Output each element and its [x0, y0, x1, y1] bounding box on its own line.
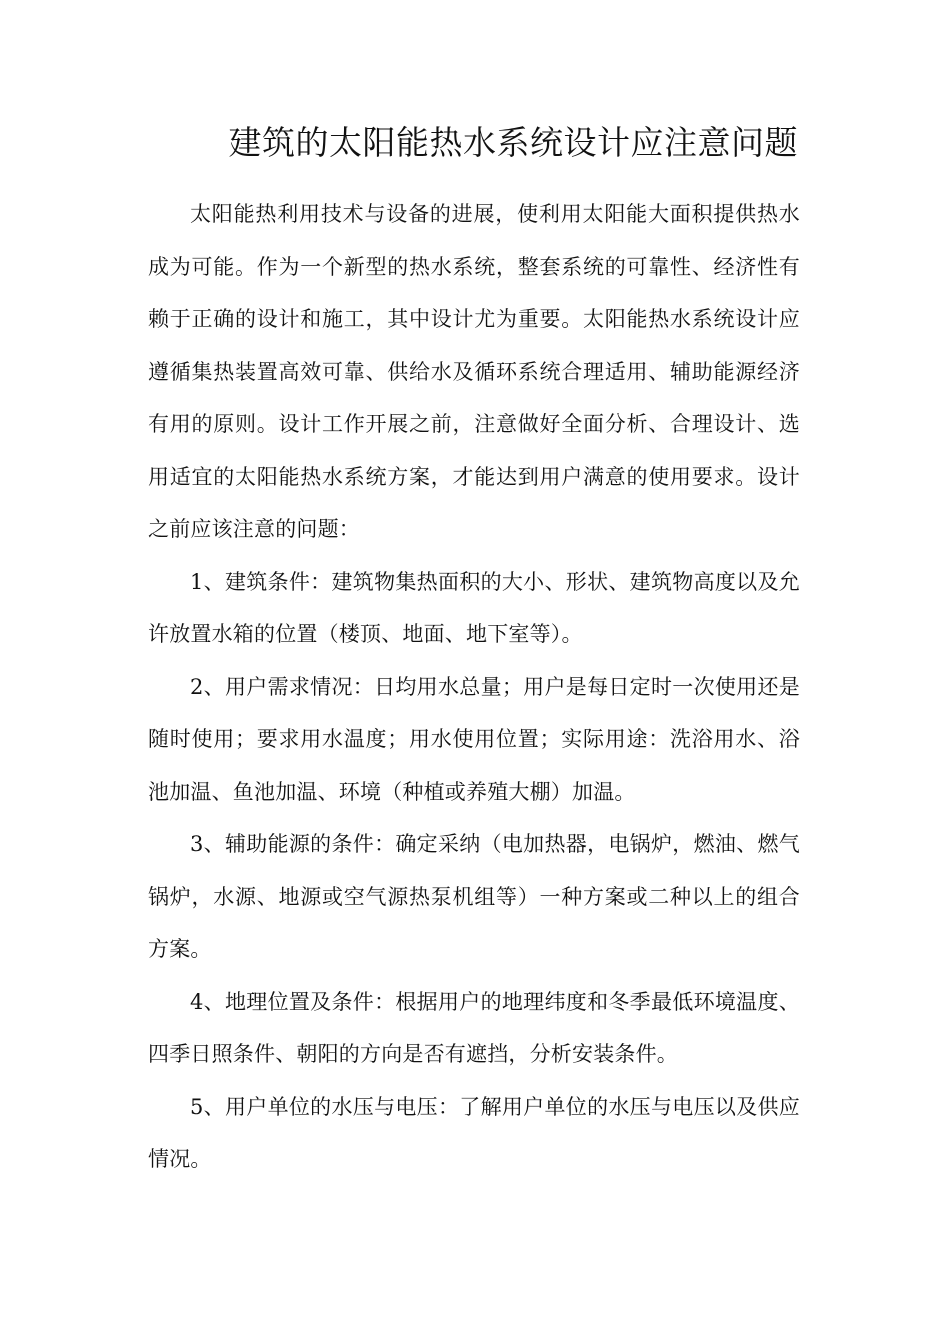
- paragraph-intro: 太阳能热利用技术与设备的进展，使利用太阳能大面积提供热水成为可能。作为一个新型的热水系统，整套系统的可靠性、经济性有赖于正确的设计和施工，其中设计尤为重要。太阳能热水系统设计应遵循集热装置高效可靠、供给水及循环系统合理适用、辅助能源经济有用的原则。设计工作开展之前，注意做好全面分析、合理设计、选用适宜的太阳能热水系统方案，才能达到用户满意的使用要求。设计之前应该注意的问题：: [148, 202, 800, 541]
- paragraph-item-5: 5、用户单位的水压与电压：了解用户单位的水压与电压以及供应情况。: [148, 1094, 800, 1171]
- paragraph-item-3: 3、辅助能源的条件：确定采纳（电加热器，电锅炉，燃油、燃气锅炉，水源、地源或空气源热泵机组等）一种方案或二种以上的组合方案。: [148, 832, 800, 961]
- paragraph-item-4: 4、地理位置及条件：根据用户的地理纬度和冬季最低环境温度、四季日照条件、朝阳的方向是否有遮挡，分析安装条件。: [148, 989, 800, 1066]
- paragraph-item-1: 1、建筑条件：建筑物集热面积的大小、形状、建筑物高度以及允许放置水箱的位置（楼顶、地面、地下室等）。: [148, 569, 800, 646]
- document-title: 建筑的太阳能热水系统设计应注意问题: [228, 123, 798, 162]
- paragraph-item-2: 2、用户需求情况：日均用水总量；用户是每日定时一次使用还是随时使用；要求用水温度；用水使用位置；实际用途：洗浴用水、浴池加温、鱼池加温、环境（种植或养殖大棚）加温。: [148, 674, 800, 804]
- document-body: [148, 188, 800, 1186]
